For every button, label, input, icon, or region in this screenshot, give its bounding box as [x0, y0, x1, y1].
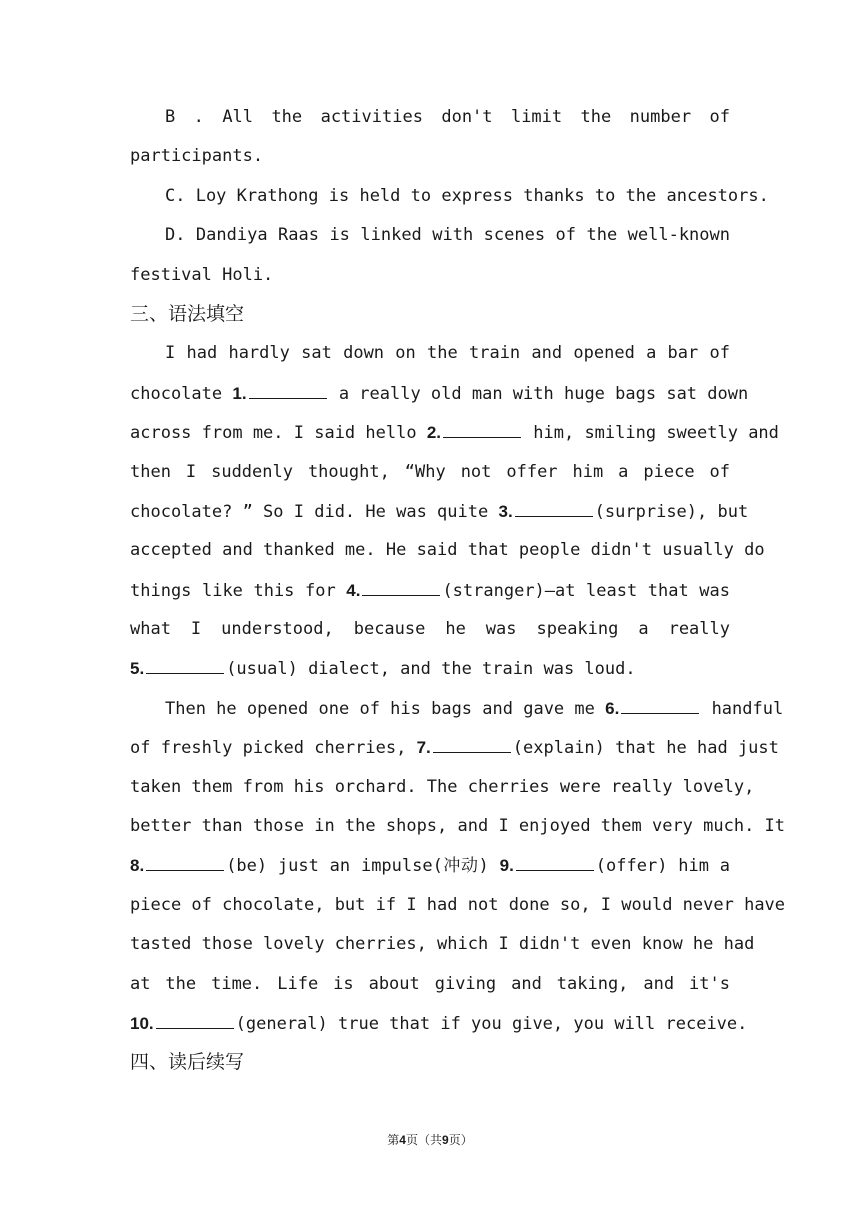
passage-line [130, 728, 779, 767]
blank-number: 8. [130, 856, 145, 876]
blank-number: 5. [130, 659, 145, 679]
passage-line: accepted and thanked me. He said that people didn't usually do [130, 540, 765, 561]
passage-line [130, 846, 730, 885]
passage-text: (explain) that he had just [512, 738, 779, 759]
passage-line [130, 689, 784, 728]
footer-page-number: 4 [399, 1133, 406, 1147]
passage-text: handful [711, 698, 784, 719]
passage-text: him, smiling sweetly and [533, 423, 779, 444]
answer-blank[interactable] [433, 737, 511, 753]
passage-line: piece of chocolate, but if I had not done so, I would never have [130, 894, 786, 915]
passage-line: at the time. Life is about giving and taking, and it's [130, 973, 730, 994]
blank-number: 9. [499, 856, 514, 876]
passage-text: (usual) dialect, and the train was loud. [226, 659, 636, 680]
footer-text: 页） [448, 1133, 473, 1147]
passage-text: across from me. I said hello [130, 423, 417, 444]
passage-line: what I understood, because he was speaking a really [130, 619, 730, 640]
answer-blank[interactable] [156, 1013, 234, 1029]
passage-line: then I suddenly thought, “Why not offer him a piece of [130, 461, 730, 482]
answer-blank[interactable] [249, 383, 327, 399]
passage-line: better than those in the shops, and I enjoyed them very much. It [130, 816, 786, 837]
section-3-title: 三、语法填空 [130, 302, 245, 325]
blank-number: 10. [130, 1013, 154, 1033]
document-page [130, 98, 786, 1083]
passage-text: chocolate? ” So I did. He was quite [130, 501, 489, 522]
footer-text: 页（共 [405, 1133, 442, 1147]
passage-text: (offer) him a [595, 856, 730, 877]
passage-text: of freshly picked cherries, [130, 738, 407, 759]
passage-text: (stranger)—at least that was [442, 580, 730, 601]
answer-blank[interactable] [443, 422, 521, 438]
passage-line: taken them from his orchard. The cherries were really lovely, [130, 776, 755, 797]
blank-number: 7. [416, 738, 431, 758]
passage-line [130, 1004, 748, 1043]
answer-blank[interactable] [621, 698, 699, 714]
blank-number: 3. [498, 501, 513, 521]
passage-text: (be) just an impulse(冲动) [226, 856, 489, 877]
passage-line [130, 649, 730, 688]
option-d-line2: festival Holi. [130, 264, 274, 285]
answer-blank[interactable] [362, 580, 440, 596]
section-4-title: 四、读后续写 [130, 1051, 245, 1074]
page-footer [0, 1131, 860, 1148]
option-b-line1: B . All the activities don't limit the number of [165, 107, 730, 127]
passage-line: I had hardly sat down on the train and opened a bar of [165, 343, 730, 364]
option-c: C. Loy Krathong is held to express thanks to the ancestors. [165, 185, 769, 206]
passage-line [130, 374, 749, 413]
passage-text: chocolate [130, 383, 223, 404]
passage-text: things like this for [130, 580, 336, 601]
passage-line [130, 413, 779, 452]
passage-text: a really old man with huge bags sat down [338, 383, 749, 404]
blank-number: 6. [605, 698, 620, 718]
footer-text: 第 [387, 1133, 400, 1147]
passage-line: tasted those lovely cherries, which I didn't even know he had [130, 934, 755, 955]
footer-total-pages: 9 [442, 1133, 449, 1147]
passage-line [130, 492, 749, 531]
option-d-line1: D. Dandiya Raas is linked with scenes of the well-known [165, 225, 730, 246]
answer-blank[interactable] [516, 855, 594, 871]
passage-text: Then he opened one of his bags and gave me [165, 698, 595, 719]
option-b-line2: participants. [130, 146, 264, 167]
passage-text: (general) true that if you give, you will receive. [235, 1013, 748, 1034]
blank-number: 4. [346, 580, 361, 600]
blank-number: 2. [426, 423, 442, 443]
answer-blank[interactable] [146, 855, 224, 871]
answer-blank[interactable] [146, 658, 224, 674]
blank-number: 1. [232, 383, 247, 403]
answer-blank[interactable] [515, 501, 593, 517]
passage-line [130, 571, 730, 610]
passage-text: (surprise), but [594, 501, 749, 522]
